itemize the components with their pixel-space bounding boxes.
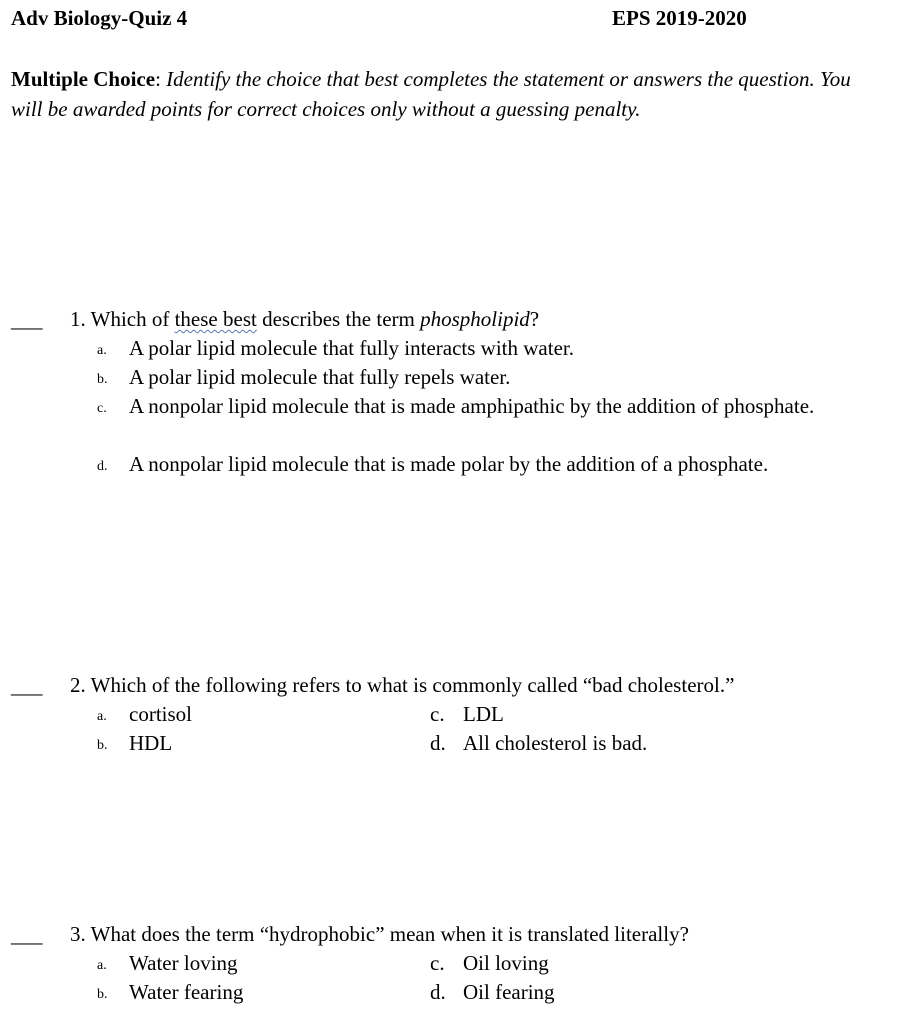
answer-blank[interactable]: ___ xyxy=(11,674,43,698)
option-text: A nonpolar lipid molecule that is made amphipathic by the addition of phosphate. xyxy=(129,394,815,418)
option-text: Oil fearing xyxy=(463,980,555,1004)
option-letter: a. xyxy=(97,709,107,724)
option-c xyxy=(0,392,909,450)
options-row xyxy=(0,700,909,729)
option-letter: d. xyxy=(97,459,108,474)
answer-blank[interactable]: ___ xyxy=(11,308,43,332)
question-stem: 2. Which of the following refers to what is commonly called “bad cholesterol.” xyxy=(70,673,735,697)
option-letter: c. xyxy=(97,401,107,416)
option-text: LDL xyxy=(463,702,504,726)
option-text: All cholesterol is bad. xyxy=(463,731,648,755)
question-stem: 3. What does the term “hydrophobic” mean when it is translated literally? xyxy=(70,922,689,946)
school-year: EPS 2019-2020 xyxy=(612,6,747,30)
stem-term: phospholipid xyxy=(420,307,530,331)
option-text: A polar lipid molecule that fully repels water. xyxy=(129,365,511,389)
instructions-colon: : xyxy=(155,67,161,91)
options-row xyxy=(0,978,909,1007)
spellcheck-phrase: these best xyxy=(174,307,257,331)
option-text: Water loving xyxy=(129,951,238,975)
question-3 xyxy=(0,920,909,1007)
option-letter: a. xyxy=(97,958,107,973)
question-1 xyxy=(0,305,909,479)
stem-part: describes the term xyxy=(256,307,421,331)
instructions xyxy=(11,64,871,124)
option-text: Oil loving xyxy=(463,951,549,975)
option-letter: b. xyxy=(97,738,108,753)
option-a xyxy=(0,334,909,363)
option-letter: c. xyxy=(430,702,445,726)
option-letter: b. xyxy=(97,372,108,387)
option-letter: b. xyxy=(97,987,108,1002)
option-letter: d. xyxy=(430,731,446,755)
option-letter: a. xyxy=(97,343,107,358)
question-2 xyxy=(0,671,909,758)
option-text: A polar lipid molecule that fully interacts with water. xyxy=(129,336,574,360)
option-d xyxy=(0,450,909,479)
stem-part: ? xyxy=(529,307,540,331)
option-text: Water fearing xyxy=(129,980,244,1004)
option-letter: c. xyxy=(430,951,445,975)
option-b xyxy=(0,363,909,392)
question-stem xyxy=(70,305,539,334)
option-text: cortisol xyxy=(129,702,192,726)
answer-blank[interactable]: ___ xyxy=(11,923,43,947)
instructions-text: Identify the choice that best completes the statement or answers the question. You will be awarded points for correct choices only without a guessing penalty. xyxy=(11,67,851,121)
options-row xyxy=(0,949,909,978)
quiz-title: Adv Biology-Quiz 4 xyxy=(11,6,188,30)
instructions-label: Multiple Choice xyxy=(11,67,156,91)
option-letter: d. xyxy=(430,980,446,1004)
options-row xyxy=(0,729,909,758)
stem-part: 1. Which of xyxy=(70,307,175,331)
option-text: A nonpolar lipid molecule that is made polar by the addition of a phosphate. xyxy=(129,452,769,476)
option-text: HDL xyxy=(129,731,173,755)
